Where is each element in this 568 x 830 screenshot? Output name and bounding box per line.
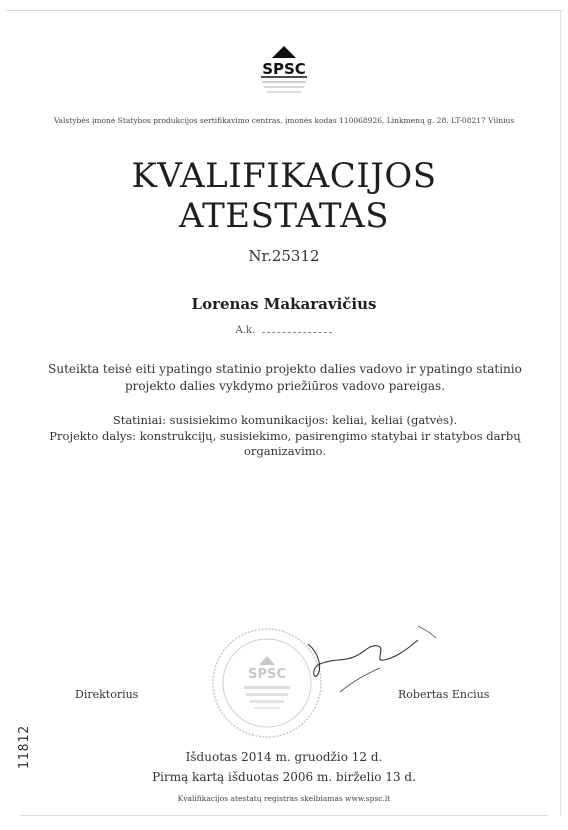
personal-code-label: A.k. xyxy=(235,325,259,336)
spsc-logo xyxy=(252,44,316,106)
scan-edge-bottom xyxy=(20,815,548,816)
title-line-1: KVALIFIKACIJOS xyxy=(131,156,437,196)
redacted-personal-code xyxy=(262,326,332,333)
svg-text:SPSC: SPSC xyxy=(248,667,286,682)
register-note: Kvalifikacijos atestatų registras skelbiamas www.spsc.lt xyxy=(177,794,391,803)
granted-rights-text: Suteikta teisė eiti ypatingo statinio projekto dalies vadovo ir ypatingo statinio projekto dalies vykdymo priežiūros vadovo pareigas. xyxy=(48,362,522,393)
scope-structures: Statiniai: susisiekimo komunikacijos: keliai, keliai (gatvės). xyxy=(112,413,458,427)
director-role: Direktorius xyxy=(75,688,139,701)
issued-date: Išduotas 2014 m. gruodžio 12 d. xyxy=(185,750,383,764)
scope-block xyxy=(40,413,530,460)
scan-edge-right xyxy=(560,10,561,816)
certificate-number: Nr.25312 xyxy=(248,247,320,265)
holder-name: Lorenas Makaravičius xyxy=(191,295,377,313)
title-line-2: ATESTATAS xyxy=(178,196,390,236)
svg-text:SPSC: SPSC xyxy=(262,60,306,78)
serial-number: 11812 xyxy=(17,724,32,770)
first-issued-date: Pirmą kartą išduotas 2006 m. birželio 13 d. xyxy=(152,770,416,784)
scope-project-parts: Projekto dalys: konstrukcijų, susisiekimo, pasirengimo statybai ir statybos darbų organizavimo. xyxy=(49,428,521,458)
issue-dates xyxy=(0,747,568,787)
scan-edge-top xyxy=(6,10,562,11)
director-name: Robertas Encius xyxy=(398,688,490,701)
personal-code xyxy=(0,325,568,336)
document-title xyxy=(0,156,568,236)
organization-line: Valstybės įmonė Statybos produkcijos sertifikavimo centras, įmonės kodas 110068926, Linkmenų g. 28, LT-08217 Vilnius xyxy=(53,116,515,125)
